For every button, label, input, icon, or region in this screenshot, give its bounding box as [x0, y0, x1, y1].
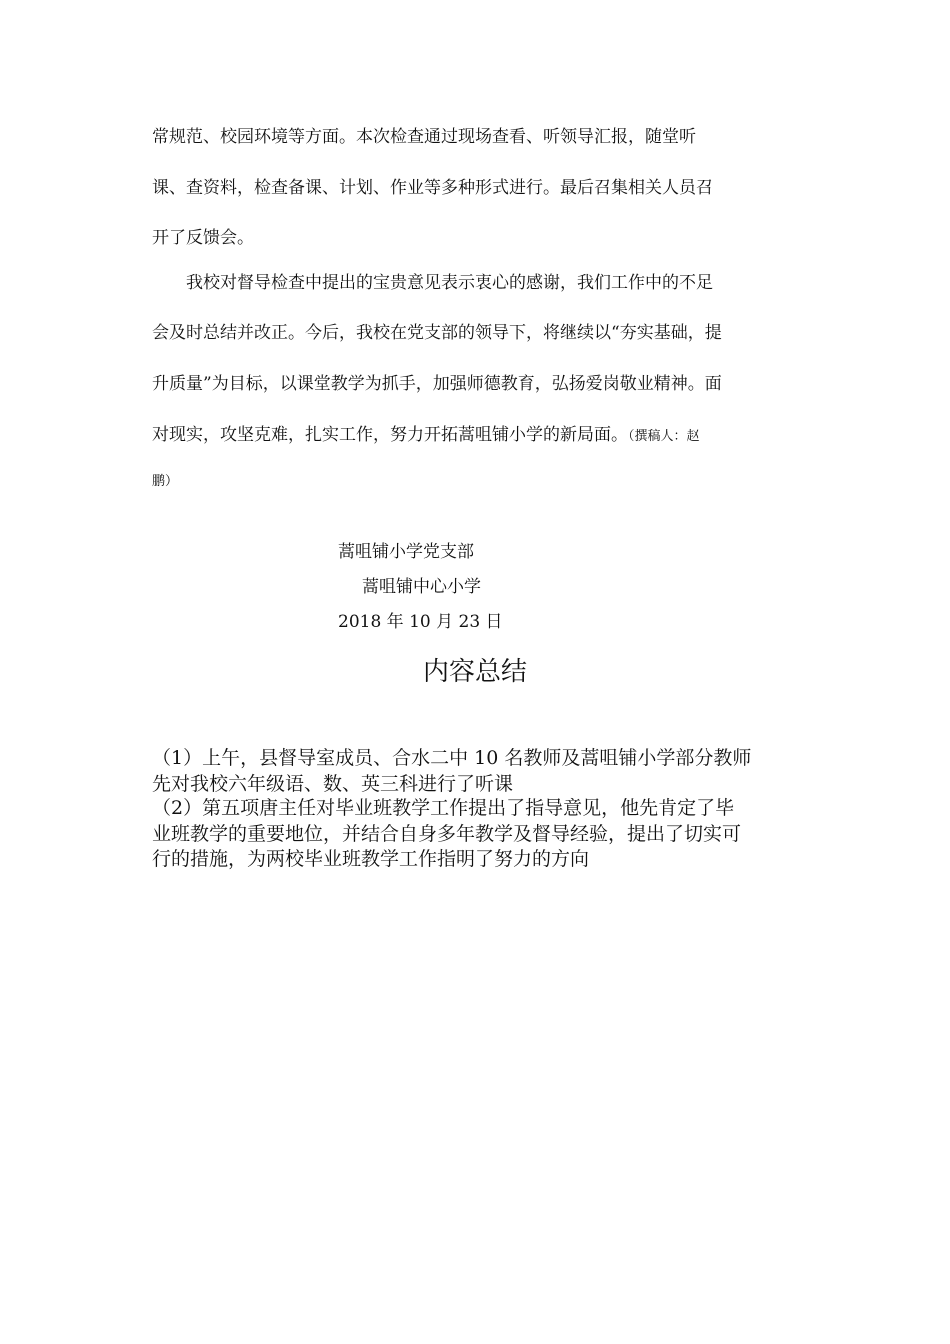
body-line-7	[152, 423, 700, 449]
body-line-5: 会及时总结并改正。今后，我校在党支部的领导下，将继续以“夯实基础，提	[152, 323, 722, 343]
body-line-3: 开了反馈会。	[152, 228, 254, 248]
summary-line-1: （1）上午，县督导室成员、合水二中 10 名教师及蒿咀铺小学部分教师	[152, 747, 752, 769]
signature-date: 2018 年 10 月 23 日	[338, 612, 503, 632]
signature-org-school: 蒿咀铺中心小学	[362, 577, 481, 597]
author-note: （撰稿人：赵	[628, 429, 700, 444]
body-line-6: 升质量”为目标，以课堂教学为抓手，加强师德教育，弘扬爱岗敬业精神。面	[152, 374, 722, 394]
body-line-8: 鹏）	[152, 474, 179, 489]
summary-line-4: 业班教学的重要地位，并结合自身多年教学及督导经验，提出了切实可	[152, 823, 742, 845]
summary-line-3: （2）第五项唐主任对毕业班教学工作提出了指导意见，他先肯定了毕	[152, 797, 735, 819]
body-line-7-text: 对现实，攻坚克难，扎实工作，努力开拓蒿咀铺小学的新局面。	[152, 425, 628, 445]
body-line-4: 我校对督导检查中提出的宝贵意见表示衷心的感谢，我们工作中的不足	[152, 273, 713, 293]
body-line-2: 课、查资料，检查备课、计划、作业等多种形式进行。最后召集相关人员召	[152, 178, 713, 198]
summary-title: 内容总结	[422, 657, 527, 687]
summary-line-2: 先对我校六年级语、数、英三科进行了听课	[152, 773, 514, 795]
body-line-1: 常规范、校园环境等方面。本次检查通过现场查看、听领导汇报，随堂听	[152, 127, 696, 147]
summary-line-5: 行的措施，为两校毕业班教学工作指明了努力的方向	[152, 848, 590, 870]
signature-org-party-branch: 蒿咀铺小学党支部	[338, 542, 474, 562]
